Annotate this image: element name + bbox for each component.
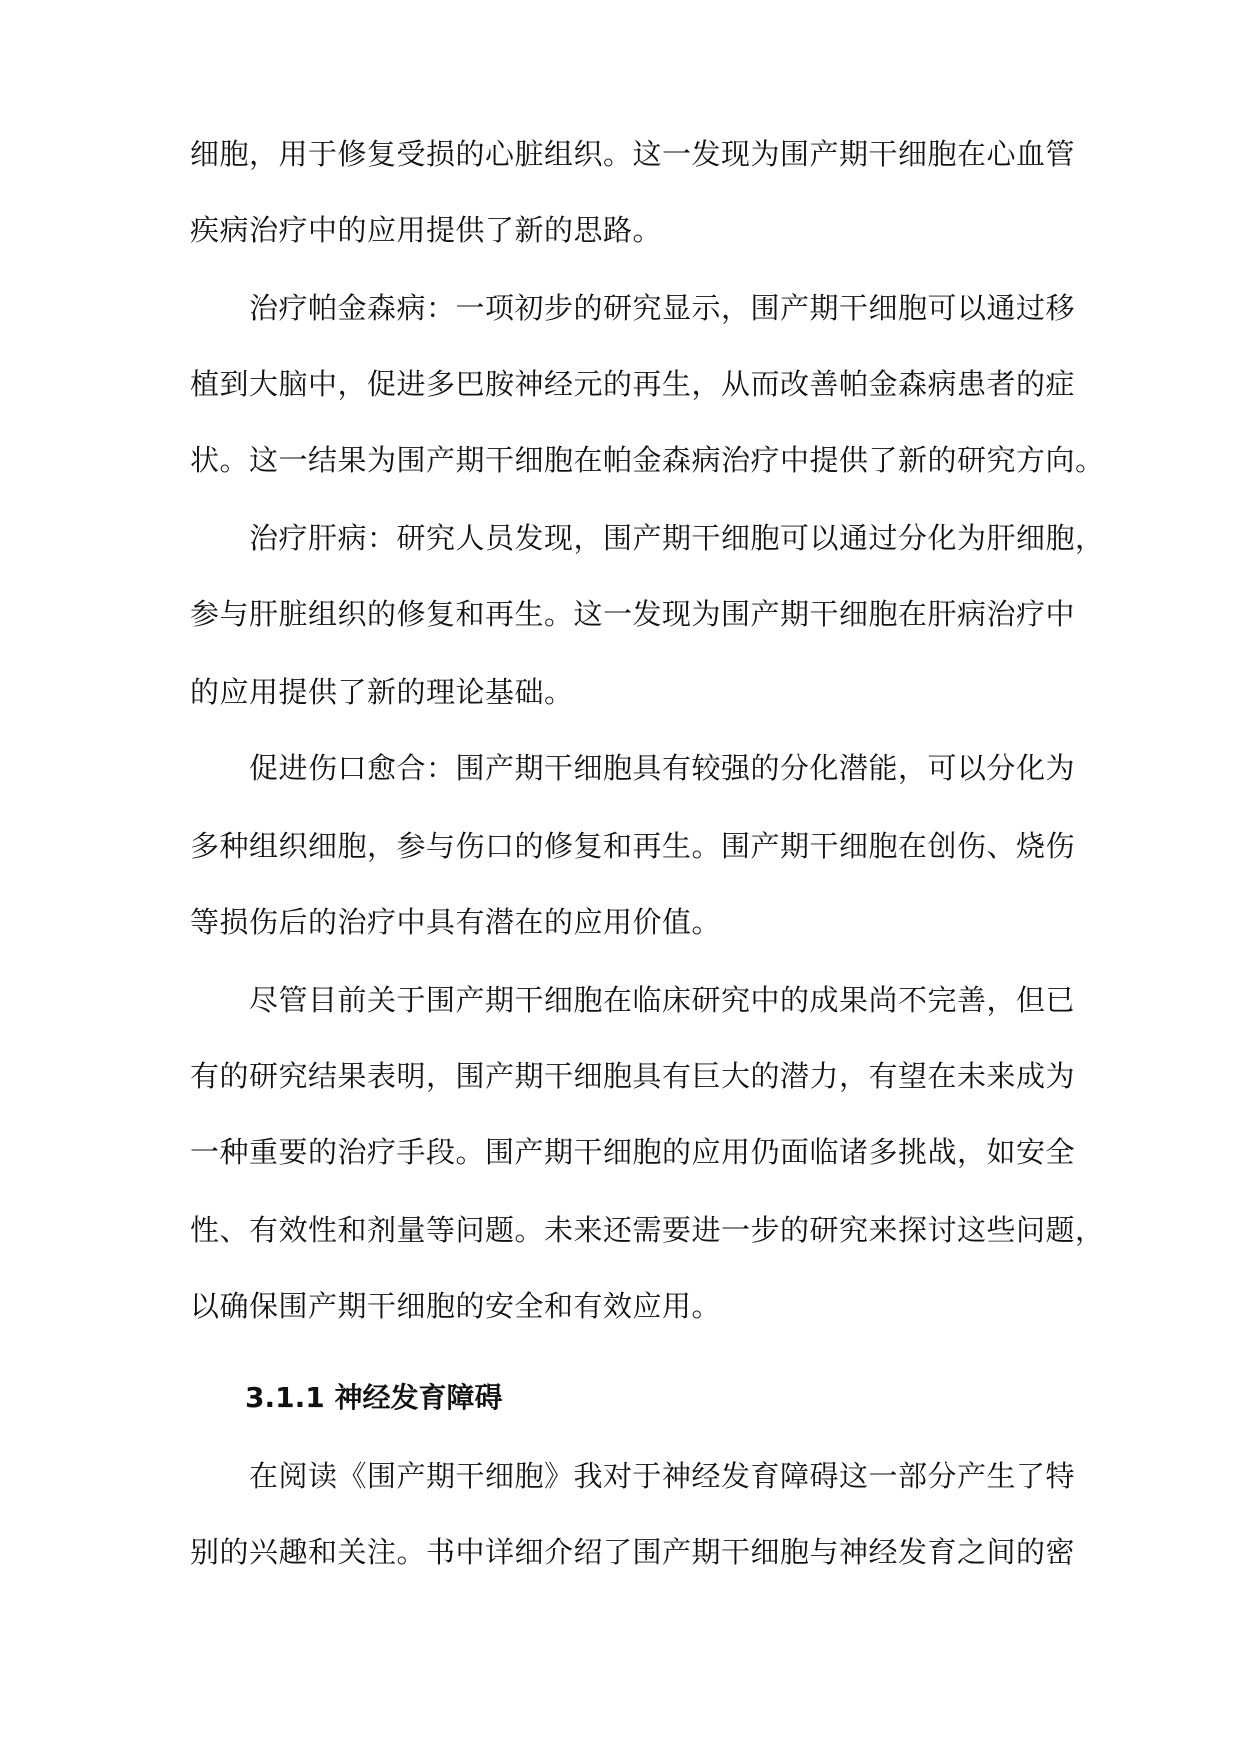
text-line: 治疗帕金森病：一项初步的研究显示，围产期干细胞可以通过移 (190, 291, 1076, 325)
text-line: 细胞，用于修复受损的心脏组织。这一发现为围产期干细胞在心血管 (190, 137, 1076, 171)
text-line: 疾病治疗中的应用提供了新的思路。 (190, 213, 663, 247)
text-line: 的应用提供了新的理论基础。 (190, 675, 574, 709)
text-line: 以确保围产期干细胞的安全和有效应用。 (190, 1289, 722, 1323)
text-line: 性、有效性和剂量等问题。未来还需要进一步的研究来探讨这些问题， (190, 1213, 1105, 1247)
text-line: 参与肝脏组织的修复和再生。这一发现为围产期干细胞在肝病治疗中 (190, 597, 1076, 631)
text-line: 尽管目前关于围产期干细胞在临床研究中的成果尚不完善，但已 (190, 983, 1076, 1017)
text-line: 多种组织细胞，参与伤口的修复和再生。围产期干细胞在创伤、烧伤 (190, 829, 1076, 863)
text-line: 植到大脑中，促进多巴胺神经元的再生，从而改善帕金森病患者的症 (190, 367, 1076, 401)
text-line: 别的兴趣和关注。书中详细介绍了围产期干细胞与神经发育之间的密 (190, 1535, 1076, 1569)
text-line: 治疗肝病：研究人员发现，围产期干细胞可以通过分化为肝细胞， (190, 521, 1105, 555)
text-line: 有的研究结果表明，围产期干细胞具有巨大的潜力，有望在未来成为 (190, 1059, 1076, 1093)
text-line: 在阅读《围产期干细胞》我对于神经发育障碍这一部分产生了特 (190, 1459, 1076, 1493)
text-line: 一种重要的治疗手段。围产期干细胞的应用仍面临诸多挑战，如安全 (190, 1135, 1076, 1169)
section-heading: 3.1.1 神经发育障碍 (245, 1381, 503, 1414)
text-line: 等损伤后的治疗中具有潜在的应用价值。 (190, 905, 722, 939)
text-line: 促进伤口愈合：围产期干细胞具有较强的分化潜能，可以分化为 (190, 751, 1076, 785)
text-line: 状。这一结果为围产期干细胞在帕金森病治疗中提供了新的研究方向。 (190, 443, 1105, 477)
